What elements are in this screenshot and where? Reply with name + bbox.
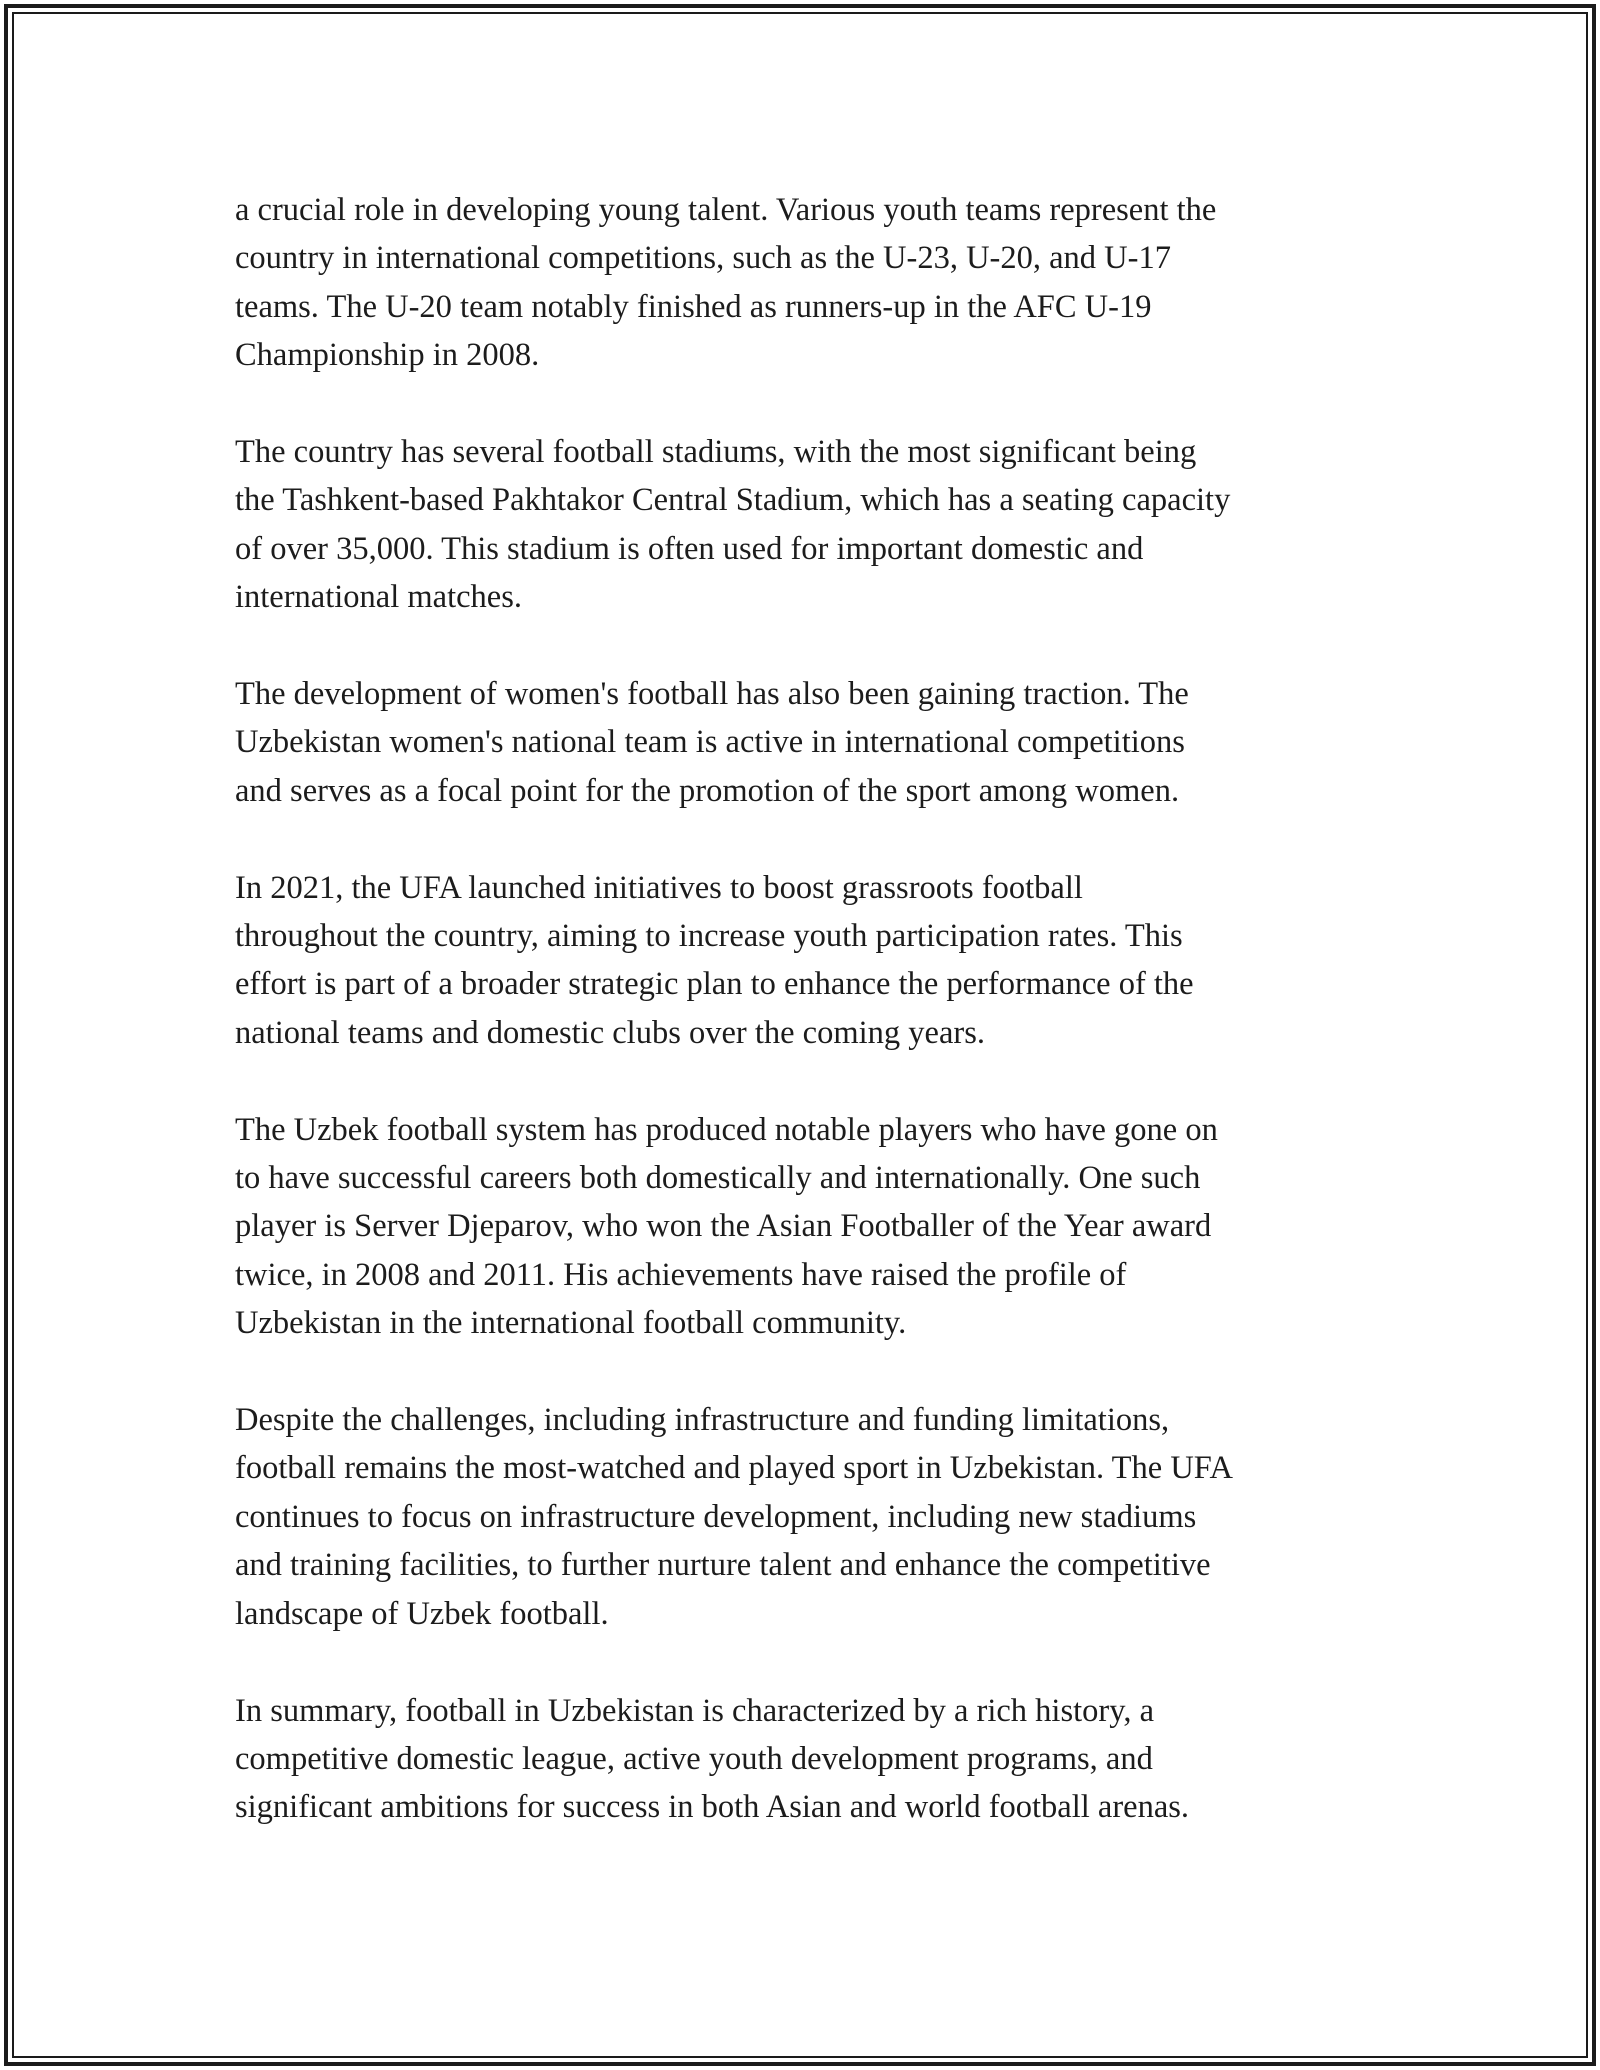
text-line: twice, in 2008 and 2011. His achievements have raised the profile of [235, 1256, 1127, 1293]
paragraph-challenges [235, 1396, 1390, 1638]
paragraph-youth-teams [235, 186, 1390, 380]
document-body [235, 186, 1390, 1832]
paragraph-notable-players [235, 1106, 1390, 1348]
text-line: The Uzbek football system has produced notable players who have gone on [235, 1111, 1218, 1148]
text-line: continues to focus on infrastructure development, including new stadiums [235, 1498, 1197, 1535]
text-line: significant ambitions for success in both Asian and world football arenas. [235, 1789, 1190, 1826]
text-line: and serves as a focal point for the promotion of the sport among women. [235, 772, 1180, 809]
text-line: country in international competitions, such as the U-23, U-20, and U-17 [235, 240, 1171, 277]
paragraph-stadiums [235, 428, 1390, 622]
text-line: and training facilities, to further nurture talent and enhance the competitive [235, 1547, 1211, 1584]
text-line: competitive domestic league, active youth development programs, and [235, 1740, 1153, 1777]
text-line: Despite the challenges, including infrastructure and funding limitations, [235, 1402, 1170, 1439]
text-line: Uzbekistan in the international football community. [235, 1305, 907, 1342]
paragraph-grassroots [235, 864, 1390, 1058]
text-line: The country has several football stadiums, with the most significant being [235, 434, 1197, 471]
text-line: national teams and domestic clubs over the coming years. [235, 1014, 985, 1051]
text-line: In 2021, the UFA launched initiatives to boost grassroots football [235, 869, 1083, 906]
text-line: football remains the most-watched and played sport in Uzbekistan. The UFA [235, 1450, 1233, 1487]
paragraph-womens-football [235, 670, 1390, 815]
text-line: of over 35,000. This stadium is often used for important domestic and [235, 530, 1144, 567]
text-line: landscape of Uzbek football. [235, 1595, 609, 1632]
text-line: Championship in 2008. [235, 337, 540, 374]
paragraph-summary [235, 1687, 1390, 1832]
text-line: player is Server Djeparov, who won the Asian Footballer of the Year award [235, 1208, 1212, 1245]
text-line: The development of women's football has also been gaining traction. The [235, 676, 1189, 713]
text-line: effort is part of a broader strategic plan to enhance the performance of the [235, 966, 1194, 1003]
text-line: Uzbekistan women's national team is active in international competitions [235, 724, 1185, 761]
text-line: a crucial role in developing young talent. Various youth teams represent the [235, 192, 1217, 228]
text-line: throughout the country, aiming to increase youth participation rates. This [235, 918, 1183, 955]
text-line: the Tashkent-based Pakhtakor Central Stadium, which has a seating capacity [235, 482, 1231, 519]
text-line: to have successful careers both domestically and internationally. One such [235, 1160, 1201, 1197]
text-line: international matches. [235, 579, 522, 616]
text-line: teams. The U-20 team notably finished as runners-up in the AFC U-19 [235, 288, 1152, 325]
text-line: In summary, football in Uzbekistan is characterized by a rich history, a [235, 1692, 1155, 1729]
